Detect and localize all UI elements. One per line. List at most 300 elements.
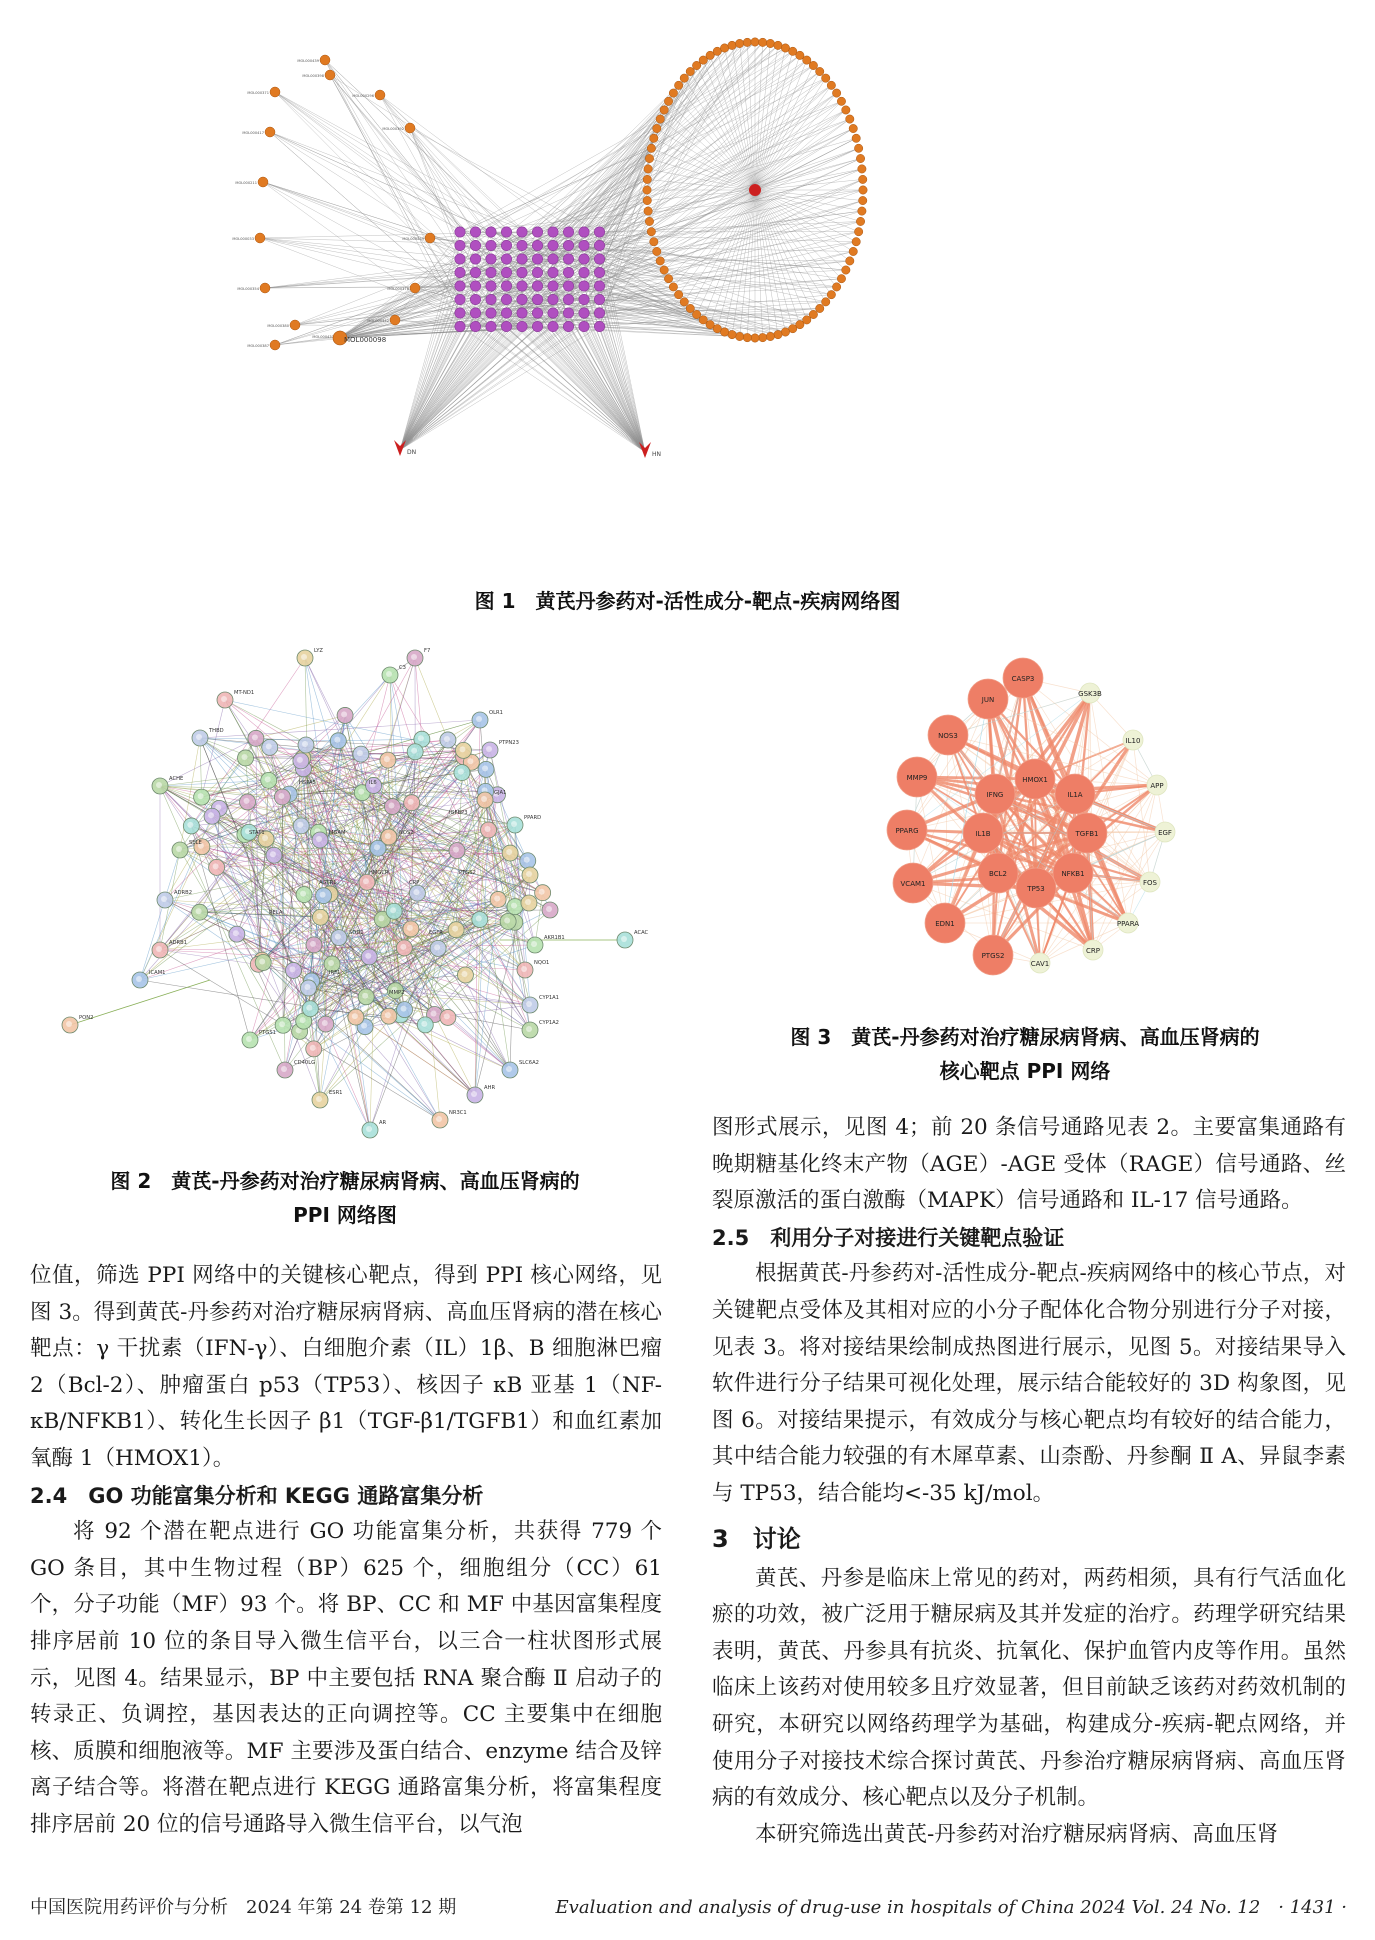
- target-node: [470, 308, 480, 318]
- compound-node: [656, 115, 664, 123]
- compound-node: [822, 298, 830, 306]
- network-edge: [755, 190, 841, 279]
- compound-node: [680, 74, 688, 82]
- figure-2: [60, 640, 649, 1160]
- ppi-node-highlight: [525, 899, 531, 905]
- ppi-node-highlight: [401, 1006, 407, 1012]
- target-node: [579, 321, 589, 331]
- core-ppi-node-label: IFNG: [986, 791, 1004, 799]
- target-node: [548, 254, 558, 264]
- ppi-node-highlight: [539, 889, 545, 895]
- ppi-node-highlight: [244, 798, 250, 804]
- core-ppi-node-label: GSK3B: [1078, 690, 1102, 698]
- compound-node: [837, 97, 845, 105]
- ppi-node-highlight: [476, 916, 482, 922]
- compound-node: [858, 165, 866, 173]
- ppi-node-highlight: [300, 891, 306, 897]
- ppi-node-highlight: [388, 803, 394, 809]
- compound-node: [650, 134, 658, 142]
- target-node: [548, 308, 558, 318]
- network-edge: [476, 327, 646, 453]
- network-edge: [755, 78, 826, 190]
- ppi-node-highlight: [390, 907, 396, 913]
- target-node: [532, 254, 542, 264]
- target-node: [594, 308, 604, 318]
- compound-node: [644, 165, 652, 173]
- footer-journal-cn: 中国医院用药评价与分析 2024 年第 24 卷第 12 期: [30, 1897, 457, 1918]
- core-ppi-network: [845, 645, 1215, 1015]
- target-node: [579, 294, 589, 304]
- compound-target-disease-network: [232, 20, 1085, 580]
- compound-node: [832, 89, 840, 97]
- ppi-node-highlight: [471, 1091, 477, 1097]
- core-ppi-node-label: CRP: [1086, 947, 1100, 955]
- target-node: [532, 227, 542, 237]
- ppi-node-label: ACHE: [169, 776, 184, 782]
- network-edge: [275, 92, 553, 246]
- ppi-node-highlight: [407, 925, 413, 931]
- compound-node: [816, 304, 824, 312]
- ppi-node-highlight: [233, 930, 239, 936]
- target-node: [579, 254, 589, 264]
- ppi-node-highlight: [279, 1021, 285, 1027]
- compound-node: [674, 290, 682, 298]
- target-node: [532, 240, 542, 250]
- figure-3: [845, 645, 1215, 1015]
- ppi-node-highlight: [444, 1013, 450, 1019]
- target-node: [594, 281, 604, 291]
- ppi-node-highlight: [504, 917, 510, 923]
- target-node: [470, 254, 480, 264]
- disease-label: DN: [407, 449, 417, 456]
- ppi-node-highlight: [362, 993, 368, 999]
- compound-node: [852, 238, 860, 246]
- network-edge: [584, 273, 645, 453]
- target-node: [455, 240, 465, 250]
- target-node: [486, 254, 496, 264]
- compound-node: [325, 70, 335, 80]
- ppi-node-label: IL6: [369, 780, 377, 786]
- target-node: [517, 240, 527, 250]
- ppi-node-highlight: [453, 847, 459, 853]
- figure-2-caption-line-2: PPI 网络图: [293, 1203, 397, 1227]
- ppi-node-highlight: [246, 1036, 252, 1042]
- compound-node: [653, 124, 661, 132]
- compound-node: [645, 154, 653, 162]
- ppi-node-label: LYZ: [314, 648, 323, 654]
- ppi-node-highlight: [270, 851, 276, 857]
- core-ppi-node-label: PPARG: [895, 827, 919, 835]
- hub-compound-label: MOL000098: [344, 336, 387, 344]
- compound-label: MOL000371: [247, 91, 269, 95]
- compound-node: [720, 44, 728, 52]
- compound-node: [674, 81, 682, 89]
- target-node: [486, 267, 496, 277]
- target-node: [486, 308, 496, 318]
- ppi-node-highlight: [358, 789, 364, 795]
- compound-node: [854, 144, 862, 152]
- ppi-node-highlight: [341, 711, 347, 717]
- ppi-node-label: MGAM: [329, 830, 346, 836]
- right-text-column: [712, 1110, 1346, 1853]
- ingredient-hub-node: [749, 184, 761, 196]
- compound-node: [766, 39, 774, 47]
- target-node: [594, 240, 604, 250]
- ppi-edge: [415, 658, 422, 739]
- compound-node: [680, 298, 688, 306]
- ppi-node-label: OLR1: [489, 710, 503, 716]
- ppi-node-highlight: [297, 757, 303, 763]
- ppi-node-highlight: [196, 908, 202, 914]
- target-node: [455, 321, 465, 331]
- ppi-node-highlight: [302, 741, 308, 747]
- compound-node: [290, 320, 300, 330]
- network-edge: [330, 75, 600, 246]
- section-heading: 2.5 利用分子对接进行关键靶点验证: [712, 1225, 1065, 1250]
- ppi-edge: [390, 675, 415, 752]
- compound-label: MOL000354: [237, 287, 259, 291]
- compound-label: MOL000211: [235, 181, 257, 185]
- compound-node: [774, 41, 782, 49]
- target-node: [594, 321, 604, 331]
- ppi-node-label: PTPN23: [499, 740, 519, 746]
- ppi-edge: [200, 912, 383, 919]
- ppi-node-label: ICAM1: [149, 970, 166, 976]
- ppi-node-label: AR: [379, 1120, 387, 1126]
- ppi-node-highlight: [363, 878, 369, 884]
- network-edge: [538, 313, 646, 452]
- ppi-node-highlight: [413, 889, 419, 895]
- target-node: [517, 294, 527, 304]
- ppi-node-highlight: [301, 654, 307, 660]
- ppi-edge: [435, 1015, 475, 1095]
- network-edge: [410, 128, 476, 300]
- ppi-node-highlight: [316, 1096, 322, 1102]
- figure-3-caption-line-1: 图 3 黄芪-丹参药对治疗糖尿病肾病、高血压肾病的: [790, 1025, 1260, 1049]
- network-edge: [460, 78, 826, 245]
- target-node: [486, 321, 496, 331]
- core-ppi-node-label: IL1A: [1067, 791, 1083, 799]
- target-node: [455, 254, 465, 264]
- paragraph: 黄芪、丹参是临床上常见的药对，两药相须，具有行气活血化瘀的功效，被广泛用于糖尿病及其并发症的治疗。药理学研究结果表明，黄芪、丹参具有抗炎、抗氧化、保护血管内皮等作用。虽然临床上该药对使用较多且疗效显著，但目前缺乏该药对药效机制的研究，本研究以网络药理学为基础，构建成分-疾病-靶点网络，并使用分子对接技术综合探讨黄芪、丹参治疗糖尿病肾病、高血压肾病的有效成分、核心靶点以及分子机制。: [712, 1565, 1346, 1811]
- target-node: [563, 321, 573, 331]
- ppi-node-highlight: [374, 844, 380, 850]
- target-node: [517, 281, 527, 291]
- core-ppi-node-label: CAV1: [1030, 960, 1050, 968]
- core-ppi-node-label: CASP3: [1011, 675, 1035, 683]
- compound-node: [856, 154, 864, 162]
- network-edge: [710, 55, 755, 190]
- core-ppi-node-label: JUN: [981, 696, 995, 704]
- target-node: [517, 267, 527, 277]
- target-node: [501, 227, 511, 237]
- ppi-node-highlight: [335, 934, 341, 940]
- compound-node: [751, 334, 759, 342]
- compound-label: MOL000433: [312, 335, 334, 339]
- target-node: [470, 281, 480, 291]
- target-node: [594, 294, 604, 304]
- ppi-node-highlight: [278, 793, 284, 799]
- paragraph: 将 92 个潜在靶点进行 GO 功能富集分析，共获得 779 个 GO 条目，其中生物过程（BP）625 个，细胞组分（CC）61 个，分子功能（MF）93 个。将 BP、CC 和 MF 中基因富集程度排序居前 10 位的条目导入微生信平台，以三合一柱状图形式展示，见图 4。结果显示，BP 中主要包括 RNA 聚合酶 Ⅱ 启动子的转录正、负调控，基因表达的正向调控等。CC 主要集中在细胞核、质膜和细胞液等。MF 主要涉及蛋白结合、enzyme 结合及锌离子结合等。将潜在靶点进行 KEGG 通路富集分析，将富集程度排序居前 20 位的信号通路导入微生信平台，以气泡: [30, 1519, 662, 1837]
- target-node: [532, 308, 542, 318]
- target-node: [501, 321, 511, 331]
- compound-node: [837, 274, 845, 282]
- compound-label: MOL000387: [247, 344, 269, 348]
- figure-3-caption-line-2: 核心靶点 PPI 网络: [939, 1059, 1111, 1083]
- ppi-node-label: MMP2: [389, 990, 405, 996]
- ppi-node-highlight: [459, 746, 465, 752]
- target-node: [455, 308, 465, 318]
- ppi-node-highlight: [176, 846, 182, 852]
- network-edge: [755, 190, 785, 332]
- compound-node: [849, 247, 857, 255]
- target-node: [548, 227, 558, 237]
- ppi-node-highlight: [310, 1045, 316, 1051]
- ppi-node-label: HSPA5: [299, 780, 316, 786]
- compound-node: [728, 330, 736, 338]
- figure-1-caption: 图 1 黄芪丹参药对-活性成分-靶点-疾病网络图: [474, 589, 901, 613]
- target-node: [532, 294, 542, 304]
- network-edge: [295, 286, 553, 325]
- target-node: [486, 281, 496, 291]
- compound-node: [859, 196, 867, 204]
- compound-label: MOL000296: [352, 94, 374, 98]
- ppi-node-label: SOD1: [349, 930, 364, 936]
- ppi-node-highlight: [196, 734, 202, 740]
- core-ppi-node-label: IL10: [1125, 737, 1141, 745]
- target-node: [501, 308, 511, 318]
- ppi-node-highlight: [320, 892, 326, 898]
- ppi-node-highlight: [386, 671, 392, 677]
- ppi-node-label: PPARD: [524, 815, 542, 821]
- compound-node: [258, 177, 268, 187]
- compound-node: [660, 106, 668, 114]
- ppi-node-label: ADRB1: [169, 940, 188, 946]
- ppi-node-label: ACAC: [634, 930, 649, 936]
- ppi-node-highlight: [365, 953, 371, 959]
- target-node: [563, 240, 573, 250]
- ppi-node-highlight: [161, 896, 167, 902]
- compound-node: [827, 81, 835, 89]
- core-ppi-node-label: TGFB1: [1075, 830, 1099, 838]
- ppi-node-highlight: [281, 1066, 287, 1072]
- compound-label: MOL000239: [402, 237, 424, 241]
- core-ppi-node-label: EDN1: [935, 920, 955, 928]
- network-edge: [684, 78, 755, 190]
- target-node: [517, 227, 527, 237]
- ppi-node-highlight: [418, 735, 424, 741]
- ppi-node-highlight: [385, 833, 391, 839]
- compound-label: MOL000442: [367, 319, 389, 323]
- ppi-node-label: NOS2: [399, 830, 414, 836]
- compound-node: [664, 97, 672, 105]
- core-ppi-node-label: EGF: [1158, 829, 1172, 837]
- ppi-node-highlight: [461, 971, 467, 977]
- compound-node: [827, 290, 835, 298]
- core-ppi-node-label: PPARA: [1116, 920, 1140, 928]
- compound-label: MOL000378: [387, 287, 409, 291]
- ppi-node-highlight: [431, 1011, 437, 1017]
- target-node: [579, 227, 589, 237]
- ppi-node-highlight: [136, 976, 142, 982]
- ppi-node-label: RELA: [269, 910, 283, 916]
- disease-node: [639, 442, 651, 458]
- compound-node: [842, 266, 850, 274]
- ppi-node-highlight: [434, 944, 440, 950]
- target-node: [548, 281, 558, 291]
- compound-label: MOL000033: [232, 237, 254, 241]
- ppi-node-highlight: [289, 966, 295, 972]
- ppi-node-highlight: [452, 926, 458, 932]
- core-ppi-node-label: PTGS2: [981, 952, 1005, 960]
- ppi-node-highlight: [366, 1126, 372, 1132]
- compound-node: [854, 227, 862, 235]
- core-ppi-node-label: IL1B: [975, 830, 991, 838]
- target-node: [486, 227, 496, 237]
- core-ppi-node-label: BCL2: [989, 870, 1007, 878]
- ppi-node-highlight: [526, 1001, 532, 1007]
- compound-node: [832, 283, 840, 291]
- target-node: [532, 267, 542, 277]
- compound-label: MOL000392: [382, 127, 404, 131]
- compound-node: [846, 115, 854, 123]
- ppi-edge: [200, 738, 202, 797]
- ppi-node-highlight: [385, 1012, 391, 1018]
- ppi-node-label: ADRB2: [174, 890, 193, 896]
- compound-node: [643, 175, 651, 183]
- footer-journal-en: Evaluation and analysis of drug-use in hospitals of China 2024 Vol. 24 No. 12 · 1431 ·: [555, 1897, 1347, 1918]
- compound-node: [774, 330, 782, 338]
- ppi-node-highlight: [316, 836, 322, 842]
- ppi-node-highlight: [467, 758, 473, 764]
- ppi-node-label: PON2: [79, 1015, 94, 1021]
- compound-label: MOL000398: [302, 74, 324, 78]
- ppi-node-highlight: [265, 776, 271, 782]
- network-edge: [755, 48, 785, 190]
- compound-node: [375, 90, 385, 100]
- section-heading: 2.4 GO 功能富集分析和 KEGG 通路富集分析: [30, 1483, 484, 1508]
- ppi-node-label: F7: [424, 648, 431, 654]
- ppi-node-highlight: [334, 737, 340, 743]
- network-edge: [400, 327, 507, 451]
- ppi-node-highlight: [400, 944, 406, 950]
- compound-node: [644, 207, 652, 215]
- target-node: [548, 267, 558, 277]
- network-edge: [400, 246, 569, 451]
- target-node: [501, 281, 511, 291]
- compound-node: [759, 38, 767, 46]
- target-node: [501, 267, 511, 277]
- target-node: [594, 227, 604, 237]
- ppi-node-highlight: [384, 756, 390, 762]
- compound-node: [743, 333, 751, 341]
- ppi-node-highlight: [306, 1005, 312, 1011]
- figure-2-caption: [0, 1164, 690, 1232]
- ppi-node-highlight: [304, 984, 310, 990]
- target-node: [579, 240, 589, 250]
- core-ppi-node-label: TP53: [1027, 885, 1045, 893]
- target-node: [455, 227, 465, 237]
- compound-node: [852, 134, 860, 142]
- compound-node: [816, 67, 824, 75]
- compound-node: [822, 74, 830, 82]
- target-node: [548, 294, 558, 304]
- ppi-node-label: NR3C1: [449, 1110, 467, 1116]
- core-ppi-edge: [945, 735, 948, 923]
- ppi-node-label: MT-ND1: [234, 690, 255, 696]
- compound-node: [645, 217, 653, 225]
- ppi-node-highlight: [66, 1021, 72, 1027]
- target-node: [517, 321, 527, 331]
- ppi-node-highlight: [408, 799, 414, 805]
- core-ppi-node-label: MMP9: [906, 774, 928, 782]
- ppi-node-highlight: [156, 946, 162, 952]
- compound-node: [849, 124, 857, 132]
- network-nodes: [232, 38, 867, 458]
- ppi-node-label: THBD: [209, 728, 224, 734]
- ppi-node-highlight: [482, 765, 488, 771]
- ppi-node-highlight: [546, 906, 552, 912]
- compound-node: [320, 55, 330, 65]
- compound-node: [255, 233, 265, 243]
- ppi-node-highlight: [361, 1023, 367, 1029]
- core-ppi-node-label: APP: [1150, 782, 1164, 790]
- compound-node: [425, 233, 435, 243]
- ppi-node-highlight: [458, 769, 464, 775]
- compound-node: [270, 340, 280, 350]
- ppi-node-highlight: [486, 746, 492, 752]
- compound-node: [390, 315, 400, 325]
- ppi-node-highlight: [621, 936, 627, 942]
- figure-1: [232, 20, 1085, 580]
- ppi-node-highlight: [187, 822, 193, 828]
- target-node: [470, 240, 480, 250]
- compound-node: [656, 257, 664, 265]
- target-node: [470, 227, 480, 237]
- compound-node: [766, 332, 774, 340]
- ppi-node-highlight: [221, 696, 227, 702]
- compound-node: [270, 87, 280, 97]
- section-heading: 3 讨论: [712, 1524, 801, 1553]
- target-node: [563, 227, 573, 237]
- ppi-node-highlight: [494, 895, 500, 901]
- ppi-node-highlight: [436, 1116, 442, 1122]
- ppi-node-highlight: [297, 822, 303, 828]
- target-node: [455, 267, 465, 277]
- disease-label: HN: [652, 451, 661, 458]
- left-text-column: [30, 1258, 662, 1844]
- ppi-node-label: IRF1: [329, 970, 341, 976]
- target-node: [501, 294, 511, 304]
- compound-node: [859, 186, 867, 194]
- target-node: [563, 294, 573, 304]
- target-node: [517, 254, 527, 264]
- ppi-node-label: CD40LG: [294, 1060, 316, 1066]
- network-edge: [260, 238, 522, 286]
- core-ppi-node-label: FOS: [1143, 879, 1157, 887]
- target-node: [455, 281, 465, 291]
- ppi-node-highlight: [213, 863, 219, 869]
- ppi-node-highlight: [300, 1017, 306, 1023]
- compound-node: [728, 41, 736, 49]
- target-node: [470, 294, 480, 304]
- ppi-node-highlight: [259, 959, 265, 965]
- target-node: [594, 267, 604, 277]
- compound-node: [781, 328, 789, 336]
- compound-node: [669, 283, 677, 291]
- core-ppi-node-label: HMOX1: [1022, 776, 1048, 784]
- ppi-node-label: SLC6A2: [519, 1060, 539, 1066]
